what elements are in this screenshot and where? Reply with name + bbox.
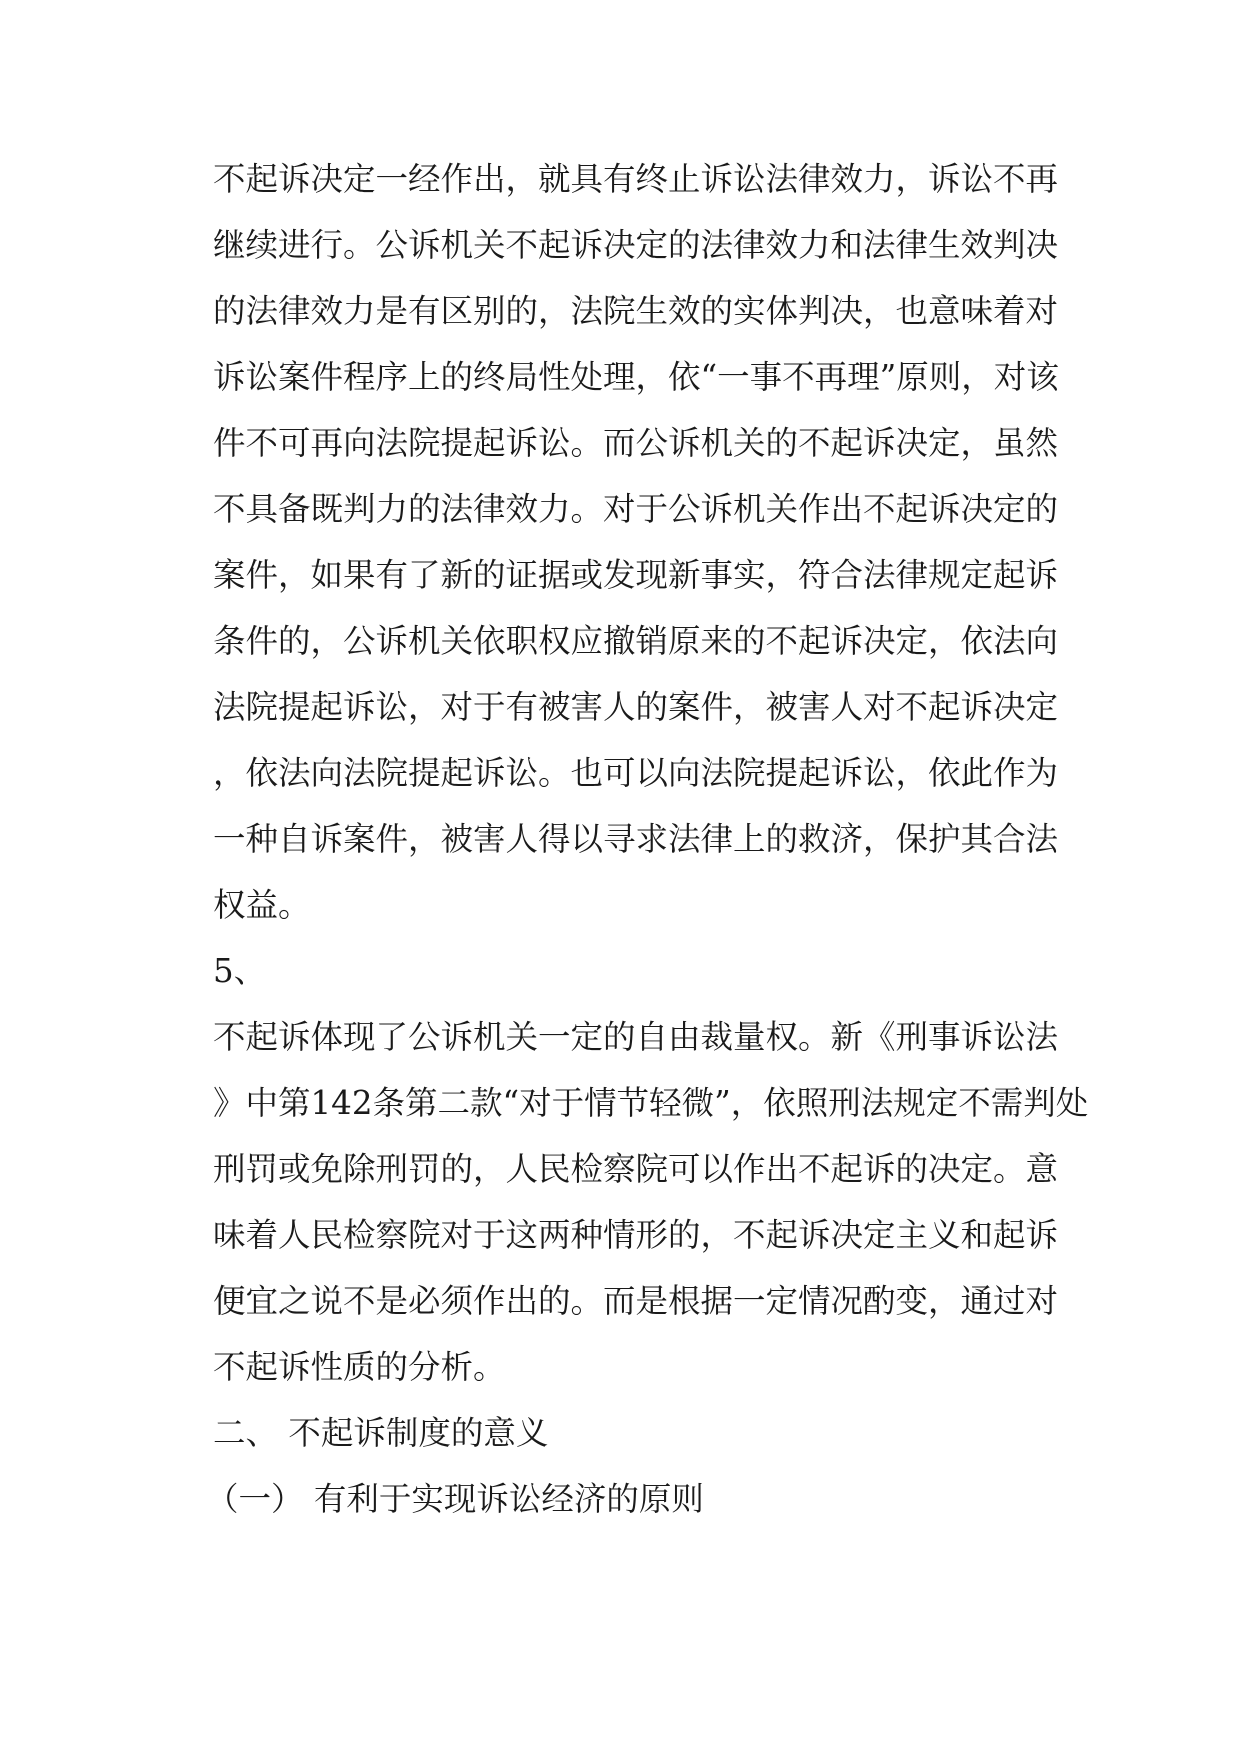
- text-line: 》中第142条第二款“对于情节轻微”，依照刑法规定不需判处: [213, 1084, 1089, 1122]
- text-line: 诉讼案件程序上的终局性处理，依“一事不再理”原则，对该: [213, 358, 1059, 396]
- text-line: 件不可再向法院提起诉讼。而公诉机关的不起诉决定，虽然: [213, 424, 1059, 462]
- text-line: 案件，如果有了新的证据或发现新事实，符合法律规定起诉: [213, 556, 1059, 594]
- text-line: 便宜之说不是必须作出的。而是根据一定情况酌变，通过对: [213, 1282, 1059, 1320]
- text-line: 法院提起诉讼，对于有被害人的案件，被害人对不起诉决定: [213, 688, 1059, 726]
- text-line: 条件的，公诉机关依职权应撤销原来的不起诉决定，依法向: [213, 622, 1059, 660]
- text-line: 不具备既判力的法律效力。对于公诉机关作出不起诉决定的: [213, 490, 1059, 528]
- text-line: 不起诉决定一经作出，就具有终止诉讼法律效力，诉讼不再: [213, 160, 1059, 198]
- subsection-heading: （一） 有利于实现诉讼经济的原则: [206, 1480, 704, 1518]
- section-heading: 二、 不起诉制度的意义: [213, 1414, 549, 1452]
- text-line: 不起诉性质的分析。: [213, 1348, 506, 1386]
- text-line: 继续进行。公诉机关不起诉决定的法律效力和法律生效判决: [213, 226, 1059, 264]
- text-line: 刑罚或免除刑罚的，人民检察院可以作出不起诉的决定。意: [213, 1150, 1059, 1188]
- text-line: ，依法向法院提起诉讼。也可以向法院提起诉讼，依此作为: [213, 754, 1059, 792]
- text-line: 一种自诉案件，被害人得以寻求法律上的救济，保护其合法: [213, 820, 1059, 858]
- text-line: 的法律效力是有区别的，法院生效的实体判决，也意味着对: [213, 292, 1059, 330]
- text-line: 权益。: [213, 886, 311, 924]
- section-number: 5、: [213, 952, 267, 990]
- text-line: 不起诉体现了公诉机关一定的自由裁量权。新《刑事诉讼法: [213, 1018, 1059, 1056]
- text-line: 味着人民检察院对于这两种情形的，不起诉决定主义和起诉: [213, 1216, 1059, 1254]
